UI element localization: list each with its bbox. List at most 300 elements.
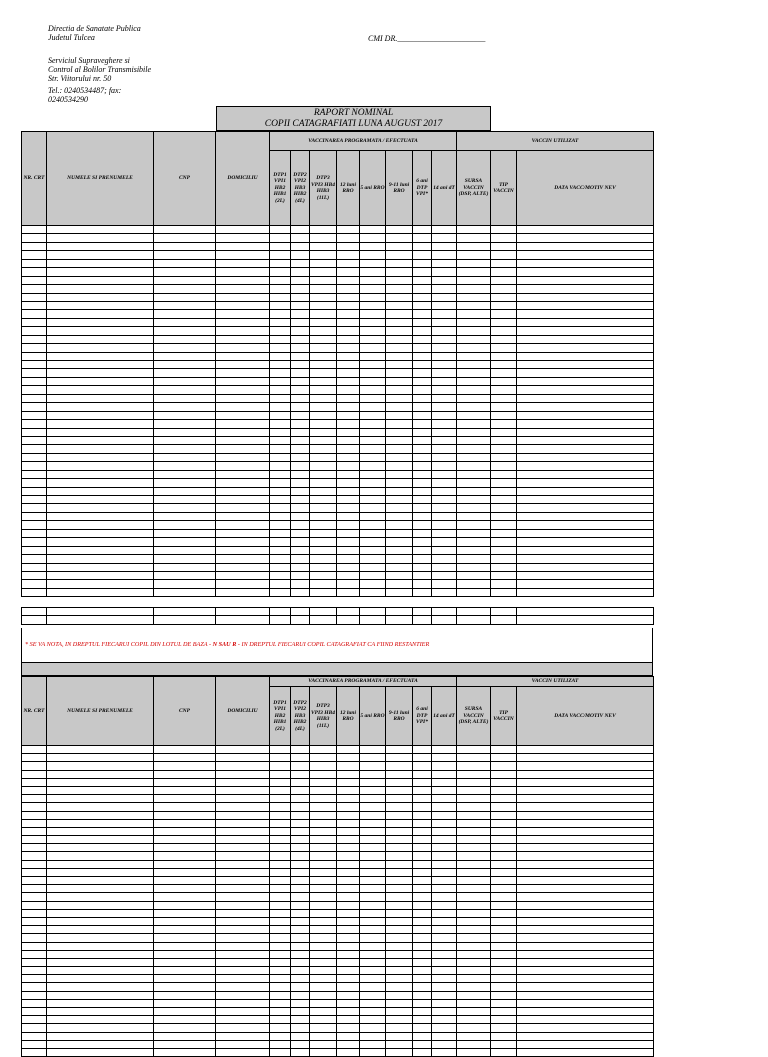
table-cell[interactable] [270, 983, 291, 991]
table-cell[interactable] [491, 608, 517, 616]
table-cell[interactable] [457, 917, 491, 925]
table-cell[interactable] [216, 470, 270, 478]
table-cell[interactable] [291, 811, 310, 819]
table-cell[interactable] [291, 1048, 310, 1056]
table-cell[interactable] [517, 958, 654, 966]
table-cell[interactable] [270, 487, 291, 495]
table-cell[interactable] [337, 496, 360, 504]
table-cell[interactable] [337, 868, 360, 876]
table-cell[interactable] [517, 885, 654, 893]
table-cell[interactable] [360, 893, 386, 901]
table-cell[interactable] [291, 588, 310, 596]
table-cell[interactable] [310, 335, 337, 343]
table-cell[interactable] [386, 563, 413, 571]
table-cell[interactable] [360, 479, 386, 487]
table-cell[interactable] [310, 234, 337, 242]
table-cell[interactable] [291, 259, 310, 267]
table-cell[interactable] [491, 546, 517, 554]
table-cell[interactable] [413, 496, 432, 504]
table-cell[interactable] [386, 983, 413, 991]
table-cell[interactable] [517, 917, 654, 925]
table-cell[interactable] [517, 344, 654, 352]
table-cell[interactable] [47, 580, 154, 588]
table-cell[interactable] [413, 327, 432, 335]
table-cell[interactable] [291, 276, 310, 284]
table-cell[interactable] [517, 504, 654, 512]
table-cell[interactable] [386, 318, 413, 326]
table-cell[interactable] [491, 394, 517, 402]
table-cell[interactable] [291, 285, 310, 293]
table-cell[interactable] [432, 318, 457, 326]
table-cell[interactable] [457, 967, 491, 975]
table-cell[interactable] [517, 770, 654, 778]
table-cell[interactable] [291, 770, 310, 778]
table-cell[interactable] [432, 352, 457, 360]
table-cell[interactable] [413, 917, 432, 925]
table-cell[interactable] [154, 1048, 216, 1056]
table-cell[interactable] [337, 242, 360, 250]
table-cell[interactable] [457, 234, 491, 242]
table-cell[interactable] [216, 242, 270, 250]
table-cell[interactable] [291, 504, 310, 512]
table-cell[interactable] [270, 226, 291, 234]
table-cell[interactable] [386, 754, 413, 762]
table-cell[interactable] [291, 318, 310, 326]
table-cell[interactable] [22, 403, 47, 411]
table-cell[interactable] [360, 999, 386, 1007]
table-cell[interactable] [413, 344, 432, 352]
table-cell[interactable] [413, 538, 432, 546]
table-cell[interactable] [337, 917, 360, 925]
table-cell[interactable] [386, 512, 413, 520]
table-cell[interactable] [457, 386, 491, 394]
table-cell[interactable] [270, 276, 291, 284]
table-cell[interactable] [154, 1040, 216, 1048]
table-cell[interactable] [386, 885, 413, 893]
table-cell[interactable] [360, 746, 386, 754]
table-cell[interactable] [47, 377, 154, 385]
table-cell[interactable] [491, 877, 517, 885]
table-cell[interactable] [22, 361, 47, 369]
table-cell[interactable] [337, 958, 360, 966]
table-cell[interactable] [413, 301, 432, 309]
table-cell[interactable] [457, 377, 491, 385]
table-cell[interactable] [47, 844, 154, 852]
table-cell[interactable] [432, 285, 457, 293]
table-cell[interactable] [517, 608, 654, 616]
table-cell[interactable] [491, 942, 517, 950]
table-cell[interactable] [216, 958, 270, 966]
table-cell[interactable] [432, 754, 457, 762]
table-cell[interactable] [360, 428, 386, 436]
table-cell[interactable] [216, 836, 270, 844]
table-cell[interactable] [457, 546, 491, 554]
table-cell[interactable] [386, 470, 413, 478]
table-cell[interactable] [270, 335, 291, 343]
table-cell[interactable] [47, 251, 154, 259]
table-cell[interactable] [216, 386, 270, 394]
table-cell[interactable] [270, 588, 291, 596]
table-cell[interactable] [47, 234, 154, 242]
table-cell[interactable] [310, 836, 337, 844]
table-cell[interactable] [47, 462, 154, 470]
table-cell[interactable] [517, 1040, 654, 1048]
table-cell[interactable] [270, 369, 291, 377]
table-cell[interactable] [413, 909, 432, 917]
table-cell[interactable] [491, 470, 517, 478]
table-cell[interactable] [360, 377, 386, 385]
table-cell[interactable] [270, 754, 291, 762]
table-cell[interactable] [413, 770, 432, 778]
table-cell[interactable] [386, 1024, 413, 1032]
table-cell[interactable] [517, 827, 654, 835]
table-cell[interactable] [154, 571, 216, 579]
table-cell[interactable] [291, 926, 310, 934]
table-cell[interactable] [517, 950, 654, 958]
table-cell[interactable] [337, 934, 360, 942]
table-cell[interactable] [432, 428, 457, 436]
table-cell[interactable] [386, 301, 413, 309]
table-cell[interactable] [337, 1032, 360, 1040]
table-cell[interactable] [337, 754, 360, 762]
table-cell[interactable] [386, 226, 413, 234]
table-cell[interactable] [457, 795, 491, 803]
table-cell[interactable] [291, 795, 310, 803]
table-cell[interactable] [154, 975, 216, 983]
table-cell[interactable] [457, 885, 491, 893]
table-cell[interactable] [154, 445, 216, 453]
table-cell[interactable] [154, 999, 216, 1007]
table-cell[interactable] [360, 234, 386, 242]
table-cell[interactable] [432, 327, 457, 335]
table-cell[interactable] [360, 521, 386, 529]
table-cell[interactable] [154, 860, 216, 868]
table-cell[interactable] [386, 386, 413, 394]
table-cell[interactable] [413, 885, 432, 893]
table-cell[interactable] [491, 909, 517, 917]
table-cell[interactable] [386, 479, 413, 487]
table-cell[interactable] [216, 487, 270, 495]
table-cell[interactable] [291, 352, 310, 360]
table-cell[interactable] [491, 983, 517, 991]
table-cell[interactable] [432, 616, 457, 624]
table-cell[interactable] [270, 934, 291, 942]
table-cell[interactable] [310, 352, 337, 360]
table-cell[interactable] [310, 377, 337, 385]
table-cell[interactable] [216, 529, 270, 537]
table-cell[interactable] [360, 403, 386, 411]
table-cell[interactable] [360, 754, 386, 762]
table-cell[interactable] [491, 975, 517, 983]
table-cell[interactable] [432, 844, 457, 852]
table-cell[interactable] [310, 496, 337, 504]
table-cell[interactable] [457, 470, 491, 478]
table-cell[interactable] [432, 901, 457, 909]
table-cell[interactable] [413, 983, 432, 991]
table-cell[interactable] [154, 811, 216, 819]
table-cell[interactable] [22, 310, 47, 318]
table-cell[interactable] [360, 934, 386, 942]
table-cell[interactable] [270, 318, 291, 326]
table-cell[interactable] [432, 803, 457, 811]
table-cell[interactable] [310, 276, 337, 284]
table-cell[interactable] [517, 786, 654, 794]
table-cell[interactable] [457, 616, 491, 624]
table-cell[interactable] [413, 285, 432, 293]
table-cell[interactable] [47, 917, 154, 925]
table-cell[interactable] [386, 967, 413, 975]
table-cell[interactable] [517, 411, 654, 419]
table-cell[interactable] [517, 975, 654, 983]
table-cell[interactable] [360, 301, 386, 309]
table-cell[interactable] [22, 967, 47, 975]
table-cell[interactable] [457, 770, 491, 778]
table-cell[interactable] [47, 555, 154, 563]
table-cell[interactable] [413, 310, 432, 318]
table-cell[interactable] [491, 521, 517, 529]
table-cell[interactable] [154, 563, 216, 571]
table-cell[interactable] [432, 251, 457, 259]
table-cell[interactable] [216, 335, 270, 343]
table-cell[interactable] [337, 361, 360, 369]
table-cell[interactable] [310, 967, 337, 975]
table-cell[interactable] [310, 538, 337, 546]
table-cell[interactable] [310, 344, 337, 352]
table-cell[interactable] [47, 369, 154, 377]
table-cell[interactable] [491, 1048, 517, 1056]
table-cell[interactable] [22, 844, 47, 852]
table-cell[interactable] [386, 811, 413, 819]
table-cell[interactable] [432, 377, 457, 385]
table-cell[interactable] [413, 234, 432, 242]
table-cell[interactable] [216, 868, 270, 876]
table-cell[interactable] [154, 1032, 216, 1040]
table-cell[interactable] [491, 436, 517, 444]
table-cell[interactable] [270, 762, 291, 770]
table-cell[interactable] [457, 844, 491, 852]
table-cell[interactable] [310, 795, 337, 803]
table-cell[interactable] [491, 580, 517, 588]
table-cell[interactable] [216, 555, 270, 563]
table-cell[interactable] [216, 327, 270, 335]
table-cell[interactable] [154, 259, 216, 267]
table-cell[interactable] [270, 926, 291, 934]
table-cell[interactable] [216, 344, 270, 352]
table-cell[interactable] [360, 580, 386, 588]
table-cell[interactable] [154, 868, 216, 876]
table-cell[interactable] [517, 1048, 654, 1056]
table-cell[interactable] [360, 571, 386, 579]
table-cell[interactable] [432, 487, 457, 495]
table-cell[interactable] [270, 428, 291, 436]
table-cell[interactable] [413, 827, 432, 835]
table-cell[interactable] [270, 1024, 291, 1032]
table-cell[interactable] [386, 445, 413, 453]
table-cell[interactable] [360, 251, 386, 259]
table-cell[interactable] [154, 521, 216, 529]
table-cell[interactable] [154, 616, 216, 624]
table-cell[interactable] [216, 1048, 270, 1056]
table-cell[interactable] [517, 1032, 654, 1040]
table-cell[interactable] [457, 762, 491, 770]
table-cell[interactable] [47, 852, 154, 860]
table-cell[interactable] [432, 836, 457, 844]
table-cell[interactable] [310, 942, 337, 950]
table-cell[interactable] [432, 335, 457, 343]
table-cell[interactable] [457, 827, 491, 835]
table-cell[interactable] [457, 496, 491, 504]
table-cell[interactable] [413, 868, 432, 876]
table-cell[interactable] [270, 268, 291, 276]
table-cell[interactable] [413, 942, 432, 950]
table-cell[interactable] [216, 852, 270, 860]
table-cell[interactable] [291, 1032, 310, 1040]
table-cell[interactable] [22, 754, 47, 762]
table-cell[interactable] [360, 909, 386, 917]
table-cell[interactable] [154, 893, 216, 901]
table-cell[interactable] [154, 950, 216, 958]
table-cell[interactable] [22, 504, 47, 512]
table-cell[interactable] [270, 563, 291, 571]
table-cell[interactable] [457, 555, 491, 563]
table-cell[interactable] [457, 1032, 491, 1040]
table-cell[interactable] [386, 999, 413, 1007]
table-cell[interactable] [491, 251, 517, 259]
table-cell[interactable] [432, 860, 457, 868]
table-cell[interactable] [360, 852, 386, 860]
table-cell[interactable] [491, 885, 517, 893]
table-cell[interactable] [386, 420, 413, 428]
table-cell[interactable] [310, 428, 337, 436]
table-cell[interactable] [22, 487, 47, 495]
table-cell[interactable] [386, 538, 413, 546]
table-cell[interactable] [154, 1024, 216, 1032]
table-cell[interactable] [491, 529, 517, 537]
table-cell[interactable] [22, 563, 47, 571]
table-cell[interactable] [337, 420, 360, 428]
table-cell[interactable] [386, 868, 413, 876]
table-cell[interactable] [432, 917, 457, 925]
table-cell[interactable] [457, 1048, 491, 1056]
table-cell[interactable] [216, 496, 270, 504]
table-cell[interactable] [337, 999, 360, 1007]
table-cell[interactable] [457, 242, 491, 250]
table-cell[interactable] [310, 268, 337, 276]
table-cell[interactable] [491, 934, 517, 942]
table-cell[interactable] [517, 868, 654, 876]
table-cell[interactable] [413, 580, 432, 588]
table-cell[interactable] [337, 1008, 360, 1016]
table-cell[interactable] [291, 453, 310, 461]
table-cell[interactable] [413, 1016, 432, 1024]
table-cell[interactable] [216, 885, 270, 893]
table-cell[interactable] [154, 1008, 216, 1016]
table-cell[interactable] [457, 479, 491, 487]
table-cell[interactable] [154, 909, 216, 917]
table-cell[interactable] [457, 521, 491, 529]
table-cell[interactable] [47, 403, 154, 411]
table-cell[interactable] [22, 496, 47, 504]
table-cell[interactable] [337, 616, 360, 624]
table-cell[interactable] [154, 318, 216, 326]
table-cell[interactable] [154, 327, 216, 335]
table-cell[interactable] [360, 803, 386, 811]
table-cell[interactable] [413, 950, 432, 958]
table-cell[interactable] [291, 1040, 310, 1048]
table-cell[interactable] [360, 352, 386, 360]
table-cell[interactable] [432, 563, 457, 571]
table-cell[interactable] [310, 934, 337, 942]
table-cell[interactable] [47, 975, 154, 983]
table-cell[interactable] [337, 504, 360, 512]
table-cell[interactable] [337, 327, 360, 335]
table-cell[interactable] [337, 428, 360, 436]
table-cell[interactable] [457, 512, 491, 520]
table-cell[interactable] [432, 934, 457, 942]
table-cell[interactable] [270, 529, 291, 537]
table-cell[interactable] [216, 259, 270, 267]
table-cell[interactable] [154, 496, 216, 504]
table-cell[interactable] [413, 436, 432, 444]
table-cell[interactable] [270, 301, 291, 309]
table-cell[interactable] [270, 811, 291, 819]
table-cell[interactable] [517, 327, 654, 335]
table-cell[interactable] [216, 860, 270, 868]
table-cell[interactable] [517, 588, 654, 596]
table-cell[interactable] [491, 276, 517, 284]
table-cell[interactable] [491, 285, 517, 293]
table-cell[interactable] [216, 616, 270, 624]
table-cell[interactable] [337, 877, 360, 885]
table-cell[interactable] [360, 529, 386, 537]
table-cell[interactable] [432, 386, 457, 394]
table-cell[interactable] [310, 1032, 337, 1040]
table-cell[interactable] [291, 819, 310, 827]
table-cell[interactable] [337, 352, 360, 360]
table-cell[interactable] [216, 844, 270, 852]
table-cell[interactable] [154, 827, 216, 835]
table-cell[interactable] [270, 310, 291, 318]
table-cell[interactable] [47, 860, 154, 868]
table-cell[interactable] [432, 571, 457, 579]
table-cell[interactable] [47, 616, 154, 624]
table-cell[interactable] [517, 844, 654, 852]
table-cell[interactable] [216, 226, 270, 234]
table-cell[interactable] [216, 310, 270, 318]
table-cell[interactable] [22, 950, 47, 958]
table-cell[interactable] [154, 803, 216, 811]
table-cell[interactable] [386, 571, 413, 579]
table-cell[interactable] [457, 394, 491, 402]
table-cell[interactable] [291, 991, 310, 999]
table-cell[interactable] [386, 361, 413, 369]
table-cell[interactable] [517, 762, 654, 770]
table-cell[interactable] [310, 877, 337, 885]
table-cell[interactable] [491, 335, 517, 343]
table-cell[interactable] [154, 462, 216, 470]
table-cell[interactable] [22, 942, 47, 950]
table-cell[interactable] [291, 1024, 310, 1032]
table-cell[interactable] [22, 999, 47, 1007]
table-cell[interactable] [22, 268, 47, 276]
table-cell[interactable] [517, 746, 654, 754]
table-cell[interactable] [457, 1040, 491, 1048]
table-cell[interactable] [517, 778, 654, 786]
table-cell[interactable] [337, 950, 360, 958]
table-cell[interactable] [22, 470, 47, 478]
table-cell[interactable] [47, 1048, 154, 1056]
table-cell[interactable] [22, 975, 47, 983]
